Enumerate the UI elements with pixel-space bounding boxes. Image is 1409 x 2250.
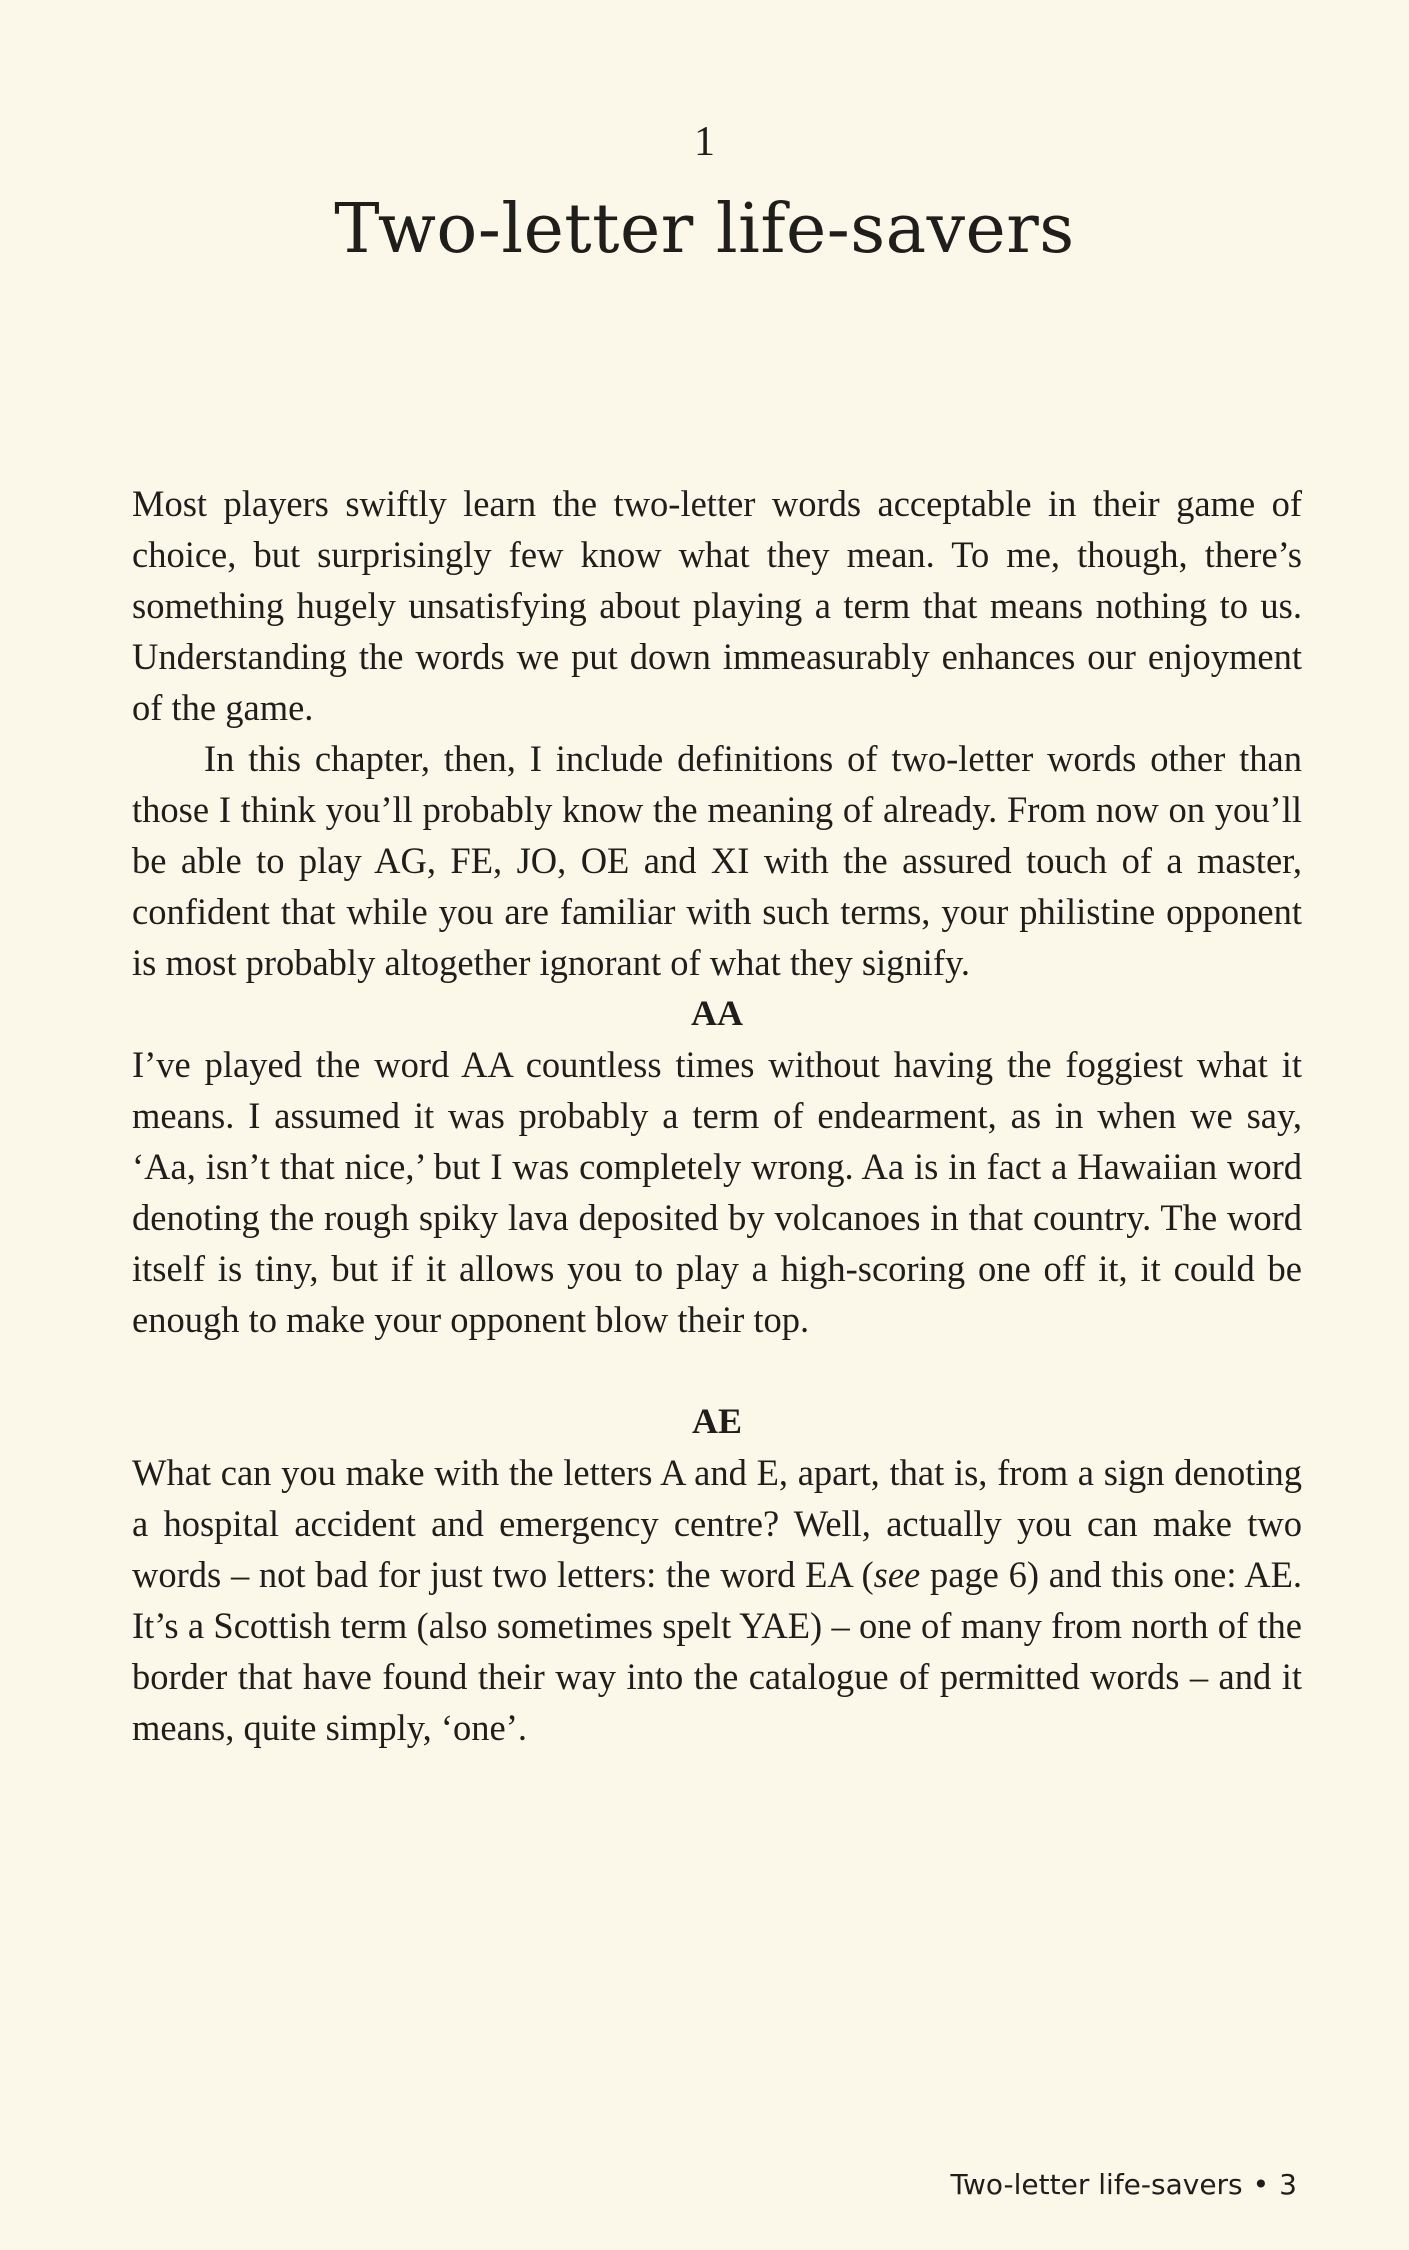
- intro-paragraph-1: Most players swiftly learn the two-letter words acceptable in their game of choice, but surprisingly few know what they mean. To me, though, there’s something hugely unsatisfying about playing a term that means nothing to us. Understanding the words we put down immeasurably enhances our enjoyment of the game.: [132, 483, 1302, 728]
- body-text: [132, 478, 1302, 1753]
- entry-heading-ae: AE: [691, 1401, 742, 1441]
- see-reference: see: [873, 1554, 921, 1595]
- intro-paragraph-2: In this chapter, then, I include definitions of two-letter words other than those I think you’ll probably know the meaning of already. From now on you’ll be able to play AG, FE, JO, OE and XI with the assured touch of a master, confident that while you are familiar with such terms, your philistine opponent is most probably altogether ignorant of what they signify.: [132, 738, 1302, 983]
- entry-text-ae: [132, 1447, 1302, 1753]
- entry-text-aa: I’ve played the word AA countless times without having the foggiest what it means. I assumed it was probably a term of endearment, as in when we say, ‘Aa, isn’t that nice,’ but I was completely wrong. Aa is in fact a Hawaiian word denoting the rough spiky lava deposited by volcanoes in that country. The word itself is tiny, but if it allows you to play a high-scoring one off it, it could be enough to make your opponent blow their top.: [132, 1044, 1302, 1340]
- entry-text-ae-part-1: What can you make with the letters A and E, apart, that is, from a sign denoting a hospital accident and emergency centre? Well, actually you can make two words – not bad for just two letters: the word EA (: [132, 1452, 1302, 1595]
- chapter-number: 1: [694, 119, 715, 165]
- footer-bullet: •: [1252, 2168, 1270, 2201]
- entry-heading-aa: AA: [691, 993, 743, 1033]
- running-head: Two-letter life-savers: [950, 2168, 1243, 2201]
- entry-text-ae-part-2: page 6) and this one: AE. It’s a Scottish term (also sometimes spelt YAE) – one of many from north of the border that have found their way into the catalogue of permitted words – and it means, quite simply, ‘one’.: [132, 1554, 1302, 1748]
- chapter-title: Two-letter life-savers: [334, 190, 1075, 269]
- page-footer: [951, 2168, 1297, 2201]
- page-number: 3: [1279, 2168, 1297, 2201]
